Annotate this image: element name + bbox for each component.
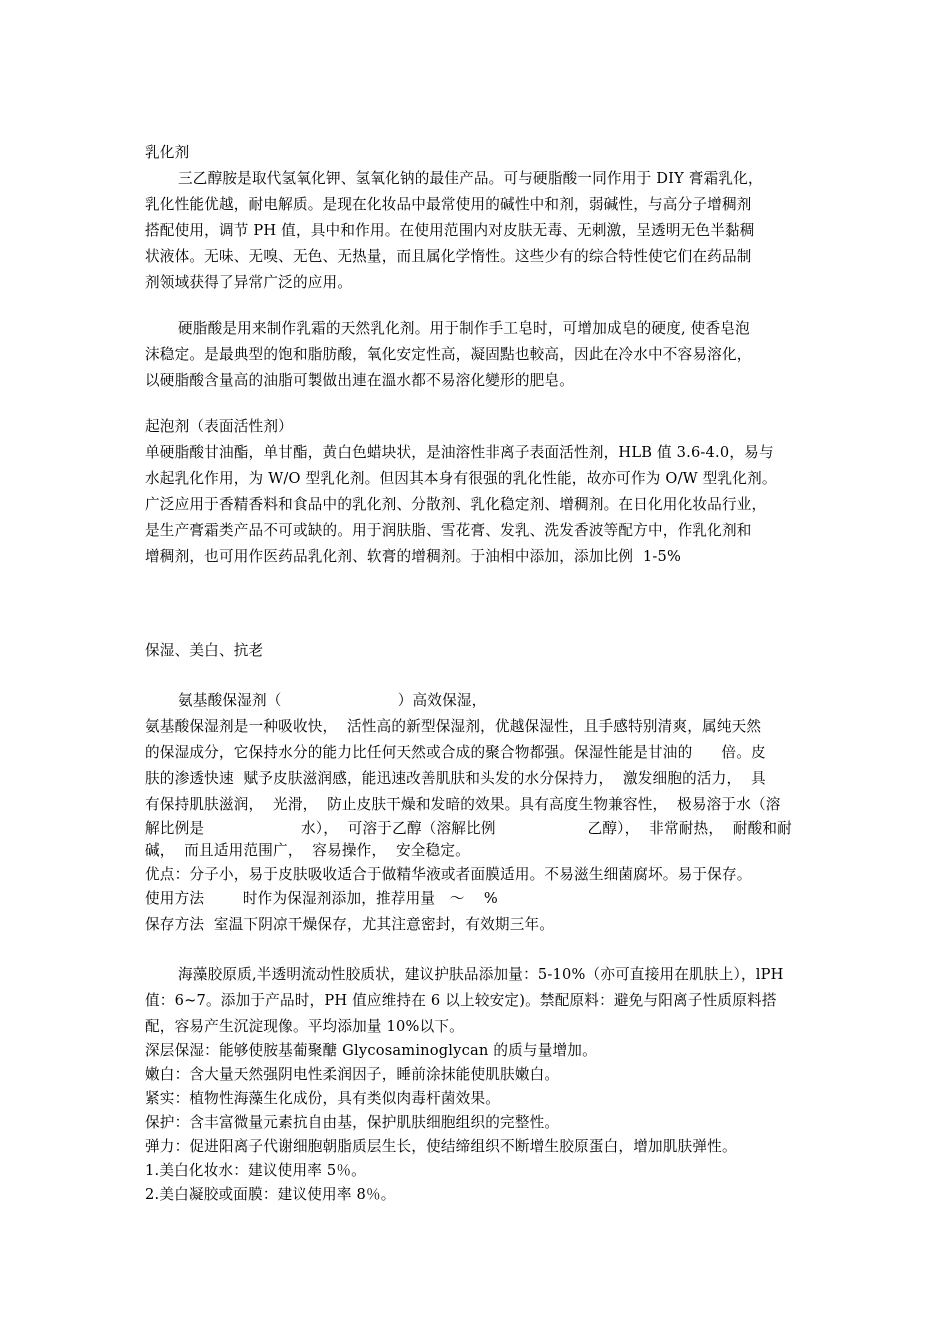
- paragraph-line: 配，容易产生沉淀现像。平均添加量 10%以下。: [145, 1018, 464, 1035]
- paragraph-line: 保存方法 室温下阴凉干燥保存，尤其注意密封，有效期三年。: [145, 916, 555, 933]
- paragraph-line: 沫稳定。是最典型的饱和脂肪酸，氧化安定性高，凝固點也較高，因此在冷水中不容易溶化，: [145, 346, 752, 363]
- paragraph-line: 三乙醇胺是取代氢氧化钾、氢氧化钠的最佳产品。可与硬脂酸一同作用于 DIY 膏霜乳化，: [178, 170, 763, 187]
- paragraph-line: 状液体。无味、无嗅、无色、无热量，而且属化学惰性。这些少有的综合特性使它们在药品制: [145, 248, 752, 265]
- paragraph-line: 优点：分子小，易于皮肤吸收适合于做精华液或者面膜适用。不易滋生细菌腐坏。易于保存。: [145, 866, 752, 883]
- paragraph-line: 剂领域获得了异常广泛的应用。: [145, 274, 353, 291]
- paragraph-line: 单硬脂酸甘油酯，单甘酯，黄白色蜡块状，是油溶性非离子表面活性剂，HLB 值 3.6-4.0，易与: [145, 444, 774, 461]
- list-item: 嫩白：含大量天然强阴电性柔润因子，睡前涂抹能使肌肤嫩白。: [145, 1066, 560, 1083]
- list-item: 2.美白凝胶或面膜：建议使用率 8％。: [145, 1186, 396, 1203]
- paragraph-line: 水起乳化作用，为 W/O 型乳化剂。但因其本身有很强的乳化性能，故亦可作为 O/W 型乳化剂。: [145, 470, 777, 487]
- paragraph-line: 增稠剂，也可用作医药品乳化剂、软膏的增稠剂。于油相中添加，添加比例 1-5%: [145, 548, 682, 565]
- paragraph-line: 搭配使用，调节 PH 值，具中和作用。在使用范围内对皮肤无毒、无刺激，呈透明无色半黏稠: [145, 222, 755, 239]
- paragraph-line: 以硬脂酸含量高的油脂可製做出連在溫水都不易溶化變形的肥皂。: [145, 372, 575, 389]
- paragraph-line: 值：6~7。添加于产品时，PH 值应维持在 6 以上较安定)。禁配原料：避免与阳离子性质原料搭: [145, 992, 777, 1009]
- paragraph-line: 碱， 而且适用范围广， 容易操作， 安全稳定。: [145, 842, 470, 859]
- paragraph-line: 是生产膏霜类产品不可或缺的。用于润肤脂、雪花膏、发乳、洗发香波等配方中，作乳化剂和: [145, 522, 752, 539]
- sub-heading: 氨基酸保湿剂（ ）高效保湿，: [178, 692, 487, 709]
- list-item: 紧实：植物性海藻生化成份，具有类似肉毒杆菌效果。: [145, 1090, 501, 1107]
- paragraph-line: 解比例是 水）， 可溶于乙醇（溶解比例 乙醇）， 非常耐热， 耐酸和耐: [145, 820, 792, 837]
- paragraph-line: 氨基酸保湿剂是一种吸收快， 活性高的新型保湿剂，优越保湿性，且手感特别清爽，属纯天然: [145, 718, 762, 735]
- paragraph-line: 的保湿成分，它保持水分的能力比任何天然或合成的聚合物都强。保湿性能是甘油的 倍。皮: [145, 744, 766, 761]
- list-item: 弹力：促进阳离子代谢细胞朝脂质层生长，使结缔组织不断增生胶原蛋白，增加肌肤弹性。: [145, 1138, 737, 1155]
- list-item: 1.美白化妆水：建议使用率 5％。: [145, 1162, 366, 1179]
- paragraph-line: 乳化性能优越，耐电解质。是现在化妆品中最常使用的碱性中和剂，弱碱性，与高分子增稠剂: [145, 196, 752, 213]
- paragraph-line: 海藻胶原质,半透明流动性胶质状，建议护肤品添加量：5-10%（亦可直接用在肌肤上），lPH: [178, 966, 784, 983]
- section-heading-foaming-agent: 起泡剂（表面活性剂）: [145, 418, 293, 435]
- paragraph-line: 广泛应用于香精香料和食品中的乳化剂、分散剂、乳化稳定剂、增稠剂。在日化用化妆品行业，: [145, 496, 767, 513]
- paragraph-line: 肤的渗透快速 赋予皮肤滋润感，能迅速改善肌肤和头发的水分保持力， 激发细胞的活力， 具: [145, 770, 766, 787]
- paragraph-line: 使用方法 时作为保湿剂添加，推荐用量 ～ %: [145, 890, 498, 907]
- list-item: 深层保湿：能够使胺基葡聚醣 Glycosaminoglycan 的质与量增加。: [145, 1042, 597, 1059]
- section-heading-emulsifier: 乳化剂: [145, 144, 190, 161]
- paragraph-line: 有保持肌肤滋润， 光滑， 防止皮肤干燥和发暗的效果。具有高度生物兼容性， 极易溶于水（溶: [145, 796, 781, 813]
- list-item: 保护：含丰富微量元素抗自由基，保护肌肤细胞组织的完整性。: [145, 1114, 560, 1131]
- paragraph-line: 硬脂酸是用来制作乳霜的天然乳化剂。用于制作手工皂时，可增加成皂的硬度, 使香皂泡: [178, 320, 750, 337]
- section-heading-moisturizing: 保湿、美白、抗老: [145, 642, 264, 659]
